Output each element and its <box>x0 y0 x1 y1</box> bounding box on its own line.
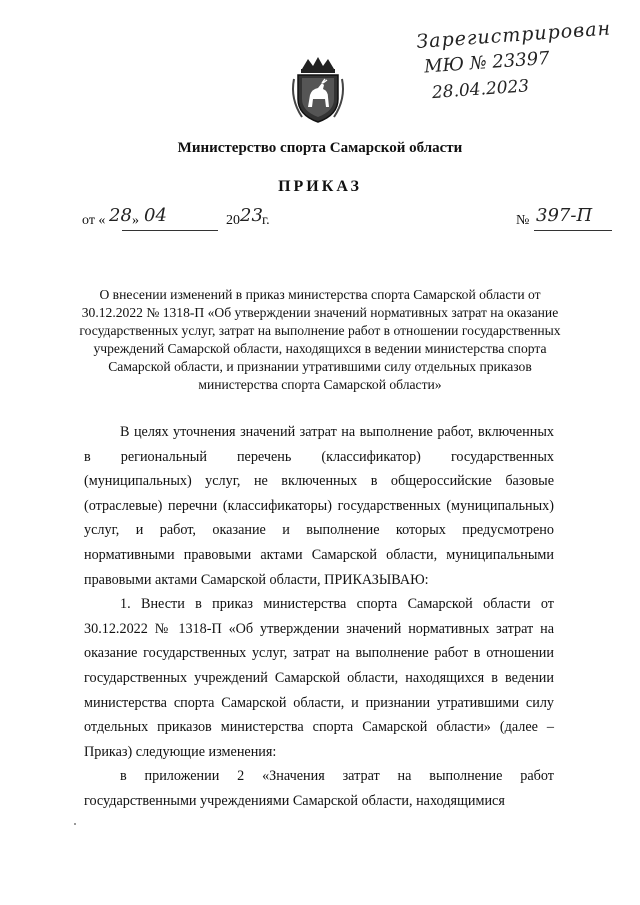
number-underline <box>534 230 612 231</box>
document-body <box>84 420 554 814</box>
coat-of-arms-icon <box>288 55 348 125</box>
date-year-prefix: 20 <box>226 213 240 228</box>
date-prefix: от « <box>82 213 106 228</box>
registration-handwritten-note <box>416 15 621 107</box>
order-number <box>516 205 616 231</box>
date-day: 28 <box>109 205 132 226</box>
document-title: ПРИКАЗ <box>278 178 362 195</box>
date-year-suffix: г. <box>262 213 270 228</box>
date-month: 04 <box>144 205 167 226</box>
body-paragraph-2: 1. Внести в приказ министерства спорта Самарской области от 30.12.2022 № 1318-П «Об утверждении значений нормативных затрат на оказание государственных услуг, затрат на выполнение работ в отношении государственных учреждений Самарской области, находящихся в ведении министерства спорта Самарской области, и признании утратившими силу отдельных приказов министерства спорта Самарской области» (далее – Приказ) следующие изменения: <box>84 596 554 760</box>
order-date <box>82 205 282 231</box>
registration-line-3: 28.04.2023 <box>431 76 530 104</box>
date-underline <box>122 230 218 231</box>
number-value: 397-П <box>536 205 593 226</box>
margin-speck <box>74 823 76 825</box>
date-year-handwritten: 23 <box>240 205 263 226</box>
document-subject: О внесении изменений в приказ министерства спорта Самарской области от 30.12.2022 № 1318-П «Об утверждении значений нормативных затрат на оказание государственных услуг, затрат на выполнение работ в отношении государственных учреждений Самарской области, находящихся в ведении министерства спорта Самарской области, и признании утратившими силу отдельных приказов министерства спорта Самарской области» <box>79 287 561 392</box>
date-close-quote: » <box>132 213 139 228</box>
ministry-name: Министерство спорта Самарской области <box>177 140 463 156</box>
registration-line-2: МЮ № 23397 <box>423 47 551 78</box>
body-paragraph-3: в приложении 2 «Значения затрат на выполнение работ государственными учреждениями Самарской области, находящимися <box>84 768 554 809</box>
number-sign: № <box>516 213 530 228</box>
registration-line-1: Зарегистрирован <box>415 17 612 54</box>
body-paragraph-1: В целях уточнения значений затрат на выполнение работ, включенных в региональный перечень (классификатор) государственных (муниципальных) услуг, не включенных в общероссийские базовые (отраслевые) перечни (классификаторы) государственных (муниципальных) услуг, и работ, оказание и выполнение которых предусмотрено нормативными правовыми актами Самарской области, муниципальными правовыми актами Самарской области, ПРИКАЗЫВАЮ: <box>84 424 554 588</box>
